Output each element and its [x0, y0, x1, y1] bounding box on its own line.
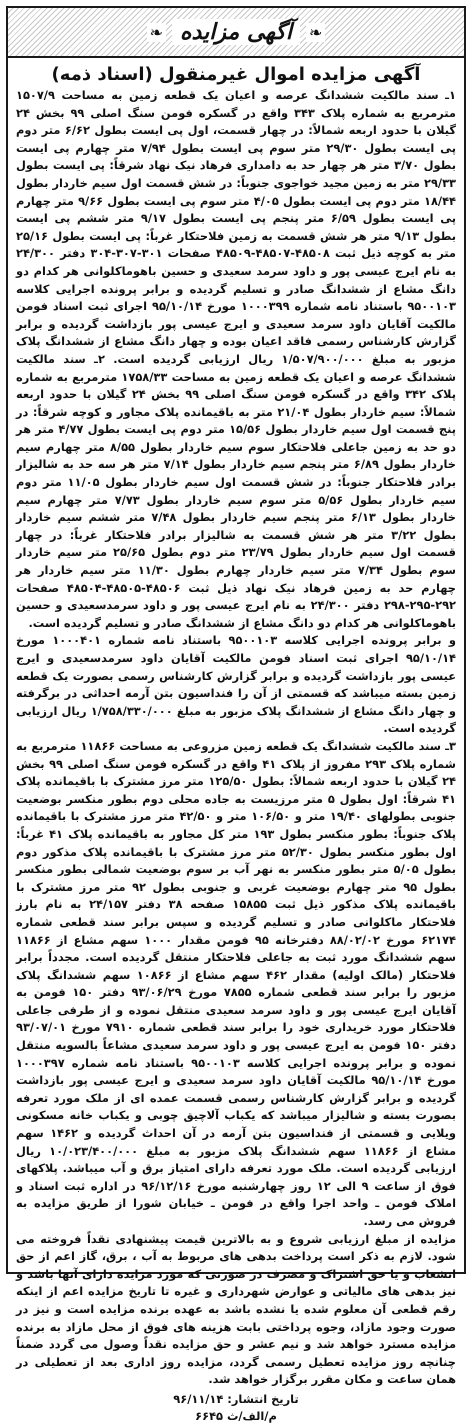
reference-code: م/الف/ث ۶۶۴۵ [195, 1408, 277, 1423]
publication-date: تاریخ انتشار: ۹۶/۱۱/۱۴ [173, 1391, 299, 1406]
ornament-icon: ❧ [147, 23, 166, 42]
header-banner [8, 8, 464, 58]
ornament-icon: ❧ [306, 23, 325, 42]
notice-footer [8, 1391, 464, 1425]
notice-title: آگهی مزایده اموال غیرمنقول (اسناد ذمه) [51, 64, 421, 85]
paragraph-seizure-note: و برابر پرونده اجرایی کلاسه ۹۵۰۰۱۰۳ باستناد نامه شماره ۱۰۰۰۴۰۱ مورخ ۹۵/۱۰/۱۴ اجرای ثبت اسناد فومن مالکیت آقایان داود سرمدسعیدی و ایرج عیسی پور بازداشت گردیده و برابر گزارش کارشناس رسمی بصورت یک قطعه زمین بسته میباشد که قسمتی از آن را فنداسیون بتن آرمه احداثی در برگرفته و چهار دانگ مشاع از ششدانگ پلاک مزبور به مبلغ ۱/۷۵۸/۳۳۰/۰۰۰ ریال ارزیابی گردیده است. [16, 633, 456, 736]
paragraph-property-3: ۳ـ سند مالکیت ششدانگ یک قطعه زمین مزروعی به مساحت ۱۱۸۶۶ مترمربع به شماره پلاک ۲۹۳ مفروز از پلاک ۴۱ واقع در گسکره فومن سنگ اصلی ۹۹ بخش ۲۴ گیلان با حدود اربعه شمالاً: بطول ۱۲۵/۵۰ متر مرز مشترک با باقیمانده پلاک ۴۱ شرقاً: اول بطول ۵ متر مرزیست به جاده محلی دوم بطور منکسر بوضعیت جنوبی بطولهای ۱۹/۴۰ متر و ۱۰۶/۵۰ متر و ۴۲/۵۰ متر مرز مشترک با باقیمانده پلاک جنوباً: بطور منکسر بطول ۱۹۳ متر کل مجاور به باقیمانده پلاک ۴۱ غرباً: اول بطور منکسر بطول ۵۲/۳۰ متر مرز مشترک با باقیمانده پلاک مذکور دوم بطول ۵/۰۵ متر بطور منکسر به نهر آب بر سوم بوضعیت شمالی بطور منکسر بطول ۹۵ متر چهارم بوضعیت غربی و جنوبی بطول ۹۲ متر مرز مشترک با باقیمانده پلاک مذکور ذیل ثبت ۱۵۸۵۵ صفحه ۳۸ دفتر ۲۴/۱۵۷ به نام بارز فلاحتکار ماکلوانی صادر و تسلیم گردیده و سپس برابر سند قطعی شماره ۶۲۱۷۴ مورخ ۸۸/۰۲/۰۲ دفترخانه ۹۵ فومن مقدار ۱۰۰۰ سهم مشاع از ۱۱۸۶۶ سهم ششدانگ مورد ثبت به جاعلی فلاحتکار منتقل گردیده است. مجدداً برابر فلاحتکار (مالک اولیه) مقدار ۴۶۲ سهم مشاع از ۱۰۸۶۶ سهم ششدانگ پلاک مزبور را برابر سند قطعی شماره ۷۸۵۵ مورخ ۹۳/۰۶/۲۹ دفتر ۱۵۰ فومن به آقایان ایرج عیسی پور و داود سرمد سعیدی منتقل نموده و از طرفی جاعلی فلاحتکار مورد خریداری خود را برابر سند قطعی شماره ۷۹۱۰ مورخ ۹۳/۰۷/۰۱ دفتر ۱۵۰ فومن به ایرج عیسی پور و داود سرمد سعیدی مشاعاً بالسویه منتقل نموده و برابر پرونده اجرایی کلاسه ۹۵۰۰۱۰۳ باستناد نامه شماره ۱۰۰۰۳۹۷ مورخ ۹۵/۱۰/۱۴ مالکیت آقایان داود سرمد سعیدی و ایرج عیسی پور بازداشت گردیده و برابر گزارش کارشناس رسمی قسمت عمده ای از ملک مورد تعرفه بصورت بسته و شالیزار میباشد که یکباب آلاچیق چوبی و یکباب خانه مسکونی ویلایی و قسمتی از فنداسیون بتن آرمه در آن احداث گردیده و ۱۴۶۲ سهم مشاع از ۱۱۸۶۶ سهم ششدانگ پلاک مزبور به مبلغ ۱۰/۰۲۳/۴۰۰/۰۰۰ ریال ارزیابی گردیده است. ملک مورد تعرفه دارای امتیاز برق و آب میباشد. پلاکهای فوق از ساعت ۹ الی ۱۲ روز چهارشنبه مورخ ۹۶/۱۲/۱۶ در اداره ثبت اسناد و املاک فومن ـ واحد اجرا واقع در فومن ـ خیابان شورا از طریق مزایده به فروش می رسد. [16, 738, 457, 1228]
paragraph-auction-terms: مزایده از مبلغ ارزیابی شروع و به بالاترین قیمت پیشنهادی نقداً فروخته می شود. لازم به ذکر است پرداخت بدهی های مربوط به آب ، برق، گاز اعم از حق انشعاب و یا حق اشتراک و مصرف در صورتی که مورد مزایده دارای آنها باشد و نیز بدهی های مالیاتی و عوارض شهرداری و غیره تا تاریخ مزایده اعم از اینکه رقم قطعی آن معلوم شده یا نشده باشد به عهده برنده مزایده است و نیز در صورت وجود مازاد، وجوه پرداختی بابت هزینه های فوق از محل مازاد به برنده مزایده مسترد خواهد شد و نیم عشر و حق مزایده نقداً وصول می گردد ضمناً چنانچه روز مزایده تعطیل رسمی گردد، مزایده روز اداری بعد از تعطیلی در همان ساعت و مکان مقرر برگزار خواهد شد. [16, 1231, 456, 1387]
header-title: آگهی مزایده [172, 19, 300, 45]
paragraph-property-1-2: ۱ـ سند مالکیت ششدانگ عرصه و اعیان یک قطعه زمین به مساحت ۱۵۰۷/۹ مترمربع به شماره پلاک ۳۴۳ واقع در گسکره فومن سنگ اصلی ۹۹ بخش ۲۴ گیلان با حدود اربعه شمالاً: در چهار قسمت، اول پی ایست بطول ۶/۶۲ متر دوم پی ایست بطول ۲۹/۳۰ متر سوم پی ایست بطول ۷/۹۴ متر چهارم پی ایست بطول ۳/۷۰ متر هر چهار حد به دامداری فرهاد نیک نهاد شرقاً: پی ایست بطول ۲۹/۳۳ متر به زمین مجید خواجوی جنوباً: در شش قسمت اول سیم خاردار بطول ۱۸/۴۴ متر دوم پی ایست بطول ۴/۰۵ متر سوم پی ایست بطول ۹/۶۶ متر چهارم پی ایست بطول ۶/۵۹ متر پنجم پی ایست بطول ۹/۱۷ متر ششم پی ایست بطول ۹/۱۳ متر هر شش قسمت به زمین فلاحتکار غرباً: پی ایست بطول ۲۵/۱۶ متر به کوچه ذیل ثبت ۴۸۵۰۸-۴۸۵۰۷-۴۸۵۰۹ صفحات ۳۰۱-۳۰۷-۳۰۴ دفتر ۲۴/۳۰۰ به نام ایرج عیسی پور و داود سرمد سعیدی و حسین باهوماکلوانی هر کدام دو دانگ مشاع از ششدانگ صادر و تسلیم گردیده و برابر پرونده اجرایی کلاسه ۹۵۰۰۱۰۳ باستناد نامه شماره ۱۰۰۰۳۹۹ مورخ ۹۵/۱۰/۱۴ اجرای ثبت اسناد فومن مالکیت آقایان داود سرمد سعیدی و ایرج عیسی پور بازداشت گردیده و برابر گزارش کارشناس رسمی فاقد اعیان بوده و چهار دانگ مشاع از ششدانگ پلاک مزبور به مبلغ ۱/۵۰۷/۹۰۰/۰۰۰ ریال ارزیابی گردیده است. ۲ـ سند مالکیت ششدانگ عرصه و اعیان یک قطعه زمین به مساحت ۱۷۵۸/۳۳ مترمربع به شماره پلاک ۳۴۲ واقع در گسکره فومن سنگ اصلی ۹۹ بخش ۲۴ گیلان با حدود اربعه شمالاً: سیم خاردار بطول ۲۱/۰۴ متر به باقیمانده پلاک مجاور و کوچه شرقاً: در پنج قسمت اول سیم خاردار بطول ۱۵/۵۶ متر دوم پی ایست بطول ۴/۷۷ متر هر دو حد به زمین جاعلی فلاحتکار سوم سیم خاردار بطول ۸/۵۵ متر چهارم سیم خاردار بطول ۶/۸۹ متر پنجم سیم خاردار بطول ۷/۱۴ متر هر سه حد به شالیزار برادر فلاحتکار جنوباً: در شش قسمت اول سیم خاردار بطول ۱۱/۰۵ متر دوم سیم خاردار بطول ۵/۵۶ متر سوم سیم خاردار بطول ۷/۷۳ متر چهارم سیم خاردار بطول ۶/۱۳ متر پنجم سیم خاردار بطول ۷/۴۸ متر ششم سیم خاردار بطول ۳/۲۲ متر هر شش قسمت به شالیزار برادر فلاحتکار غرباً: در چهار قسمت اول سیم خاردار بطول ۲۳/۷۹ متر دوم بطول ۲۵/۶۵ متر سیم خاردار سوم بطول ۷/۳۴ متر سیم خاردار چهارم بطول ۱۱/۳۰ متر سیم خاردار هر چهارم حد به زمین فرهاد نیک نهاد ذیل ثبت ۴۸۵۰۶-۴۸۵۰۵-۴۸۵۰۴ صفحات ۲۹۲-۲۹۵-۲۹۸ دفتر ۲۴/۳۰۰ به نام ایرج عیسی پور و داود سرمدسعیدی و حسین باهوماکلوانی هر کدام دو دانگ مشاع از ششدانگ صادر و تسلیم گردیده است. [16, 88, 457, 630]
notice-body [8, 87, 464, 1389]
notice-page [6, 6, 466, 1423]
